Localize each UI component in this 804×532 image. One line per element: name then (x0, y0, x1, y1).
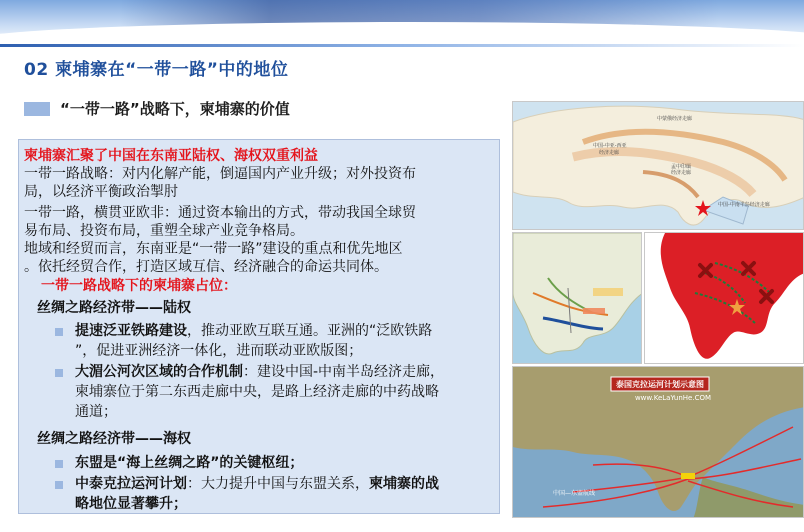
section-subtitle: “一带一路”战略下，柬埔寨的价值 (60, 100, 290, 118)
sea-power-title: 丝绸之路经济带——海权 (37, 431, 191, 447)
paragraph-line: 。依托经贸合作，打造区域互信、经济融合的命运共同体。 (24, 259, 388, 275)
sea-map-graphic (645, 233, 804, 364)
bullet-marker (55, 481, 63, 489)
paragraph-line: 一带一路战略：对内化解产能，倒逼国内产业升级；对外投资布 (24, 166, 416, 182)
kra-map-title: 泰国克拉运河计划示意图 (616, 380, 704, 389)
southeast-asia-map (644, 232, 804, 364)
map1-label: 中国-中南半岛经济走廊 (718, 202, 770, 208)
subtitle-marker (24, 102, 50, 116)
belt-road-corridor-map (512, 101, 804, 230)
banner-divider (0, 44, 804, 47)
kra-map-watermark: www.KeLaYunHe.COM (634, 394, 712, 402)
bullet-item: 提速泛亚铁路建设，推动亚欧互联互通。亚洲的“泛欧铁路 (75, 323, 433, 339)
bullet-marker (55, 328, 63, 336)
paragraph-line: 一带一路，横贯亚欧非：通过资本输出的方式，带动我国全球贸 (24, 205, 416, 221)
header-banner (0, 0, 804, 46)
land-power-title: 丝绸之路经济带——陆权 (37, 300, 191, 316)
map1-label: 孟中印缅 (671, 164, 692, 170)
bullet-item: 东盟是“海上丝绸之路”的关键枢纽； (75, 455, 304, 471)
bullet-item-cont: 略地位显著攀升； (75, 496, 187, 512)
bullet-marker (55, 369, 63, 377)
bullet-item-cont: ”，促进亚洲经济一体化，进而联动亚欧版图； (75, 343, 363, 359)
kra-map-graphic (513, 367, 804, 518)
kra-route-label: 中国—东盟航线 (553, 490, 596, 497)
bullet-item-cont: 柬埔寨位于第二东西走廊中央，是路上经济走廊的中药战略 (75, 384, 439, 400)
map1-label: 中蒙俄经济走廊 (657, 116, 693, 122)
bullet-item: 大湄公河次区域的合作机制：建设中国-中南半岛经济走廊， (75, 364, 445, 380)
map1-label: 经济走廊 (599, 150, 620, 156)
bullet-item-cont: 通道； (75, 404, 117, 420)
content-panel (18, 139, 500, 514)
bullet-marker (55, 460, 63, 468)
bullet-item: 中泰克拉运河计划：大力提升中国与东盟关系，柬埔寨的战 (75, 476, 439, 492)
panel-heading: 柬埔寨汇聚了中国在东南亚陆权、海权双重利益 (24, 148, 318, 164)
paragraph-line: 局，以经济平衡政治掣肘 (24, 184, 178, 200)
paragraph-line: 易布局、投资布局，重塑全球产业竞争格局。 (24, 223, 304, 239)
map1-label: 中国-中亚-西亚 (593, 143, 627, 149)
map1-label: 经济走廊 (671, 170, 692, 176)
railway-map-graphic (513, 233, 642, 364)
positioning-heading: 一带一路战略下的柬埔寨占位： (41, 278, 237, 294)
indochina-railway-map (512, 232, 642, 364)
corridor-map-graphic (513, 102, 804, 230)
kra-canal-map (512, 366, 804, 518)
paragraph-line: 地域和经贸而言，东南亚是“一带一路”建设的重点和优先地区 (24, 241, 403, 257)
page-title: 02 柬埔寨在“一带一路”中的地位 (24, 60, 289, 80)
